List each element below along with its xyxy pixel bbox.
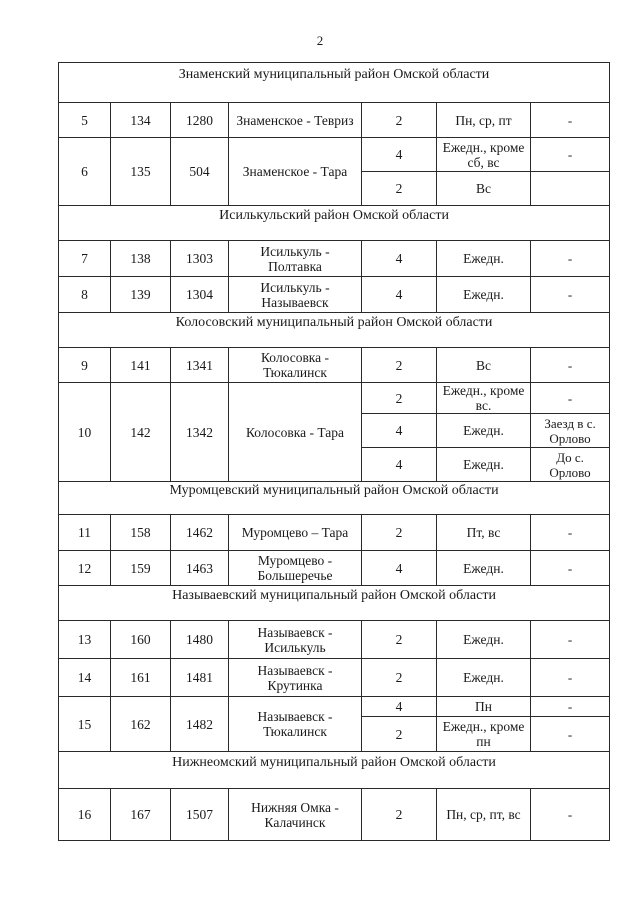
region-title-cell [59,313,610,348]
table-row [59,383,610,414]
registry-number-cell: 167 [111,789,171,841]
note-cell: - [531,717,610,752]
row-number-cell: 11 [59,515,111,551]
region-header-row [59,586,610,621]
trip-count-cell: 2 [362,172,437,206]
registry-number-cell: 135 [111,138,171,206]
note-cell: - [531,659,610,697]
route-name-cell: Называевск - Исилькуль [229,621,362,659]
days-cell: Ежедн. [437,241,531,277]
row-number-cell: 16 [59,789,111,841]
registry-number-cell: 162 [111,697,171,752]
page-number: 2 [316,33,324,48]
route-name-cell: Колосовка - Тюкалинск [229,348,362,383]
trip-count-cell: 4 [362,697,437,717]
registry-number-cell: 159 [111,551,171,586]
route-name-cell: Знаменское - Тевриз [229,103,362,138]
region-title: Нижнеомский муниципальный район Омской области [172,754,496,770]
note-cell: - [531,348,610,383]
row-number-cell: 15 [59,697,111,752]
registry-number-cell: 160 [111,621,171,659]
note-cell: - [531,103,610,138]
days-cell: Вс [437,172,531,206]
note-cell: До с. Орлово [531,448,610,482]
row-number-cell: 13 [59,621,111,659]
days-cell: Ежедн. [437,621,531,659]
row-number-cell: 5 [59,103,111,138]
days-cell: Вс [437,348,531,383]
route-number-cell: 504 [171,138,229,206]
trip-count-cell: 2 [362,103,437,138]
registry-number-cell: 161 [111,659,171,697]
route-number-cell: 1303 [171,241,229,277]
route-name-cell: Исилькуль - Полтавка [229,241,362,277]
table-row [59,348,610,383]
region-title: Муромцевский муниципальный район Омской области [169,482,499,498]
trip-count-cell: 2 [362,659,437,697]
trip-count-cell: 4 [362,414,437,448]
route-number-cell: 1462 [171,515,229,551]
region-title: Называевский муниципальный район Омской области [172,587,496,603]
region-header-row [59,206,610,241]
note-cell: - [531,551,610,586]
trip-count-cell: 2 [362,515,437,551]
trip-count-cell: 4 [362,448,437,482]
trip-count-cell: 2 [362,789,437,841]
table-row [59,515,610,551]
route-number-cell: 1341 [171,348,229,383]
note-cell: - [531,383,610,414]
note-cell: - [531,621,610,659]
trip-count-cell: 2 [362,348,437,383]
table-row [59,241,610,277]
registry-number-cell: 139 [111,277,171,313]
route-number-cell: 1482 [171,697,229,752]
days-cell: Ежедн. [437,414,531,448]
trip-count-cell: 4 [362,138,437,172]
trip-count-cell: 4 [362,277,437,313]
row-number-cell: 7 [59,241,111,277]
route-name-cell: Муромцево – Тара [229,515,362,551]
region-title: Колосовский муниципальный район Омской области [175,314,493,330]
region-header-row [59,313,610,348]
row-number-cell: 6 [59,138,111,206]
region-title-cell [59,586,610,621]
note-cell: - [531,277,610,313]
note-cell: - [531,241,610,277]
region-title: Знаменский муниципальный район Омской области [178,67,490,82]
trip-count-cell: 4 [362,551,437,586]
trip-count-cell: 2 [362,717,437,752]
table-row [59,659,610,697]
route-name-cell: Муромцево - Большеречье [229,551,362,586]
registry-number-cell: 158 [111,515,171,551]
route-name-cell: Исилькуль - Называевск [229,277,362,313]
region-header-row [59,63,610,103]
route-schedule-table [58,62,610,841]
days-cell: Ежедн. [437,277,531,313]
table-row [59,697,610,717]
route-name-cell: Нижняя Омка - Калачинск [229,789,362,841]
days-cell: Пт, вс [437,515,531,551]
route-name-cell: Знаменское - Тара [229,138,362,206]
route-number-cell: 1481 [171,659,229,697]
registry-number-cell: 142 [111,383,171,482]
days-cell: Ежедн. [437,551,531,586]
note-cell [531,172,610,206]
trip-count-cell: 4 [362,241,437,277]
note-cell: - [531,138,610,172]
note-cell: - [531,789,610,841]
row-number-cell: 9 [59,348,111,383]
route-number-cell: 1280 [171,103,229,138]
region-header-row [59,482,610,515]
trip-count-cell: 2 [362,621,437,659]
registry-number-cell: 134 [111,103,171,138]
row-number-cell: 10 [59,383,111,482]
route-name-cell: Колосовка - Тара [229,383,362,482]
table-row [59,551,610,586]
route-number-cell: 1463 [171,551,229,586]
route-number-cell: 1480 [171,621,229,659]
days-cell: Ежедн., кроме пн [437,717,531,752]
days-cell: Пн [437,697,531,717]
table-row [59,789,610,841]
region-title-cell [59,206,610,241]
region-title-cell [59,63,610,103]
route-number-cell: 1507 [171,789,229,841]
row-number-cell: 8 [59,277,111,313]
days-cell: Пн, ср, пт [437,103,531,138]
days-cell: Ежедн., кроме сб, вс [437,138,531,172]
table-row [59,103,610,138]
days-cell: Ежедн. [437,659,531,697]
days-cell: Пн, ср, пт, вс [437,789,531,841]
days-cell: Ежедн. [437,448,531,482]
days-cell: Ежедн., кроме вс. [437,383,531,414]
region-title-cell [59,482,610,515]
trip-count-cell: 2 [362,383,437,414]
route-number-cell: 1342 [171,383,229,482]
table-row [59,138,610,172]
region-title-cell [59,752,610,789]
note-cell: - [531,697,610,717]
note-cell: Заезд в с. Орлово [531,414,610,448]
registry-number-cell: 141 [111,348,171,383]
region-header-row [59,752,610,789]
registry-number-cell: 138 [111,241,171,277]
route-name-cell: Называевск - Тюкалинск [229,697,362,752]
note-cell: - [531,515,610,551]
region-title: Исилькульский район Омской области [219,207,449,223]
row-number-cell: 12 [59,551,111,586]
route-name-cell: Называевск - Крутинка [229,659,362,697]
route-number-cell: 1304 [171,277,229,313]
table-row [59,277,610,313]
row-number-cell: 14 [59,659,111,697]
table-row [59,621,610,659]
